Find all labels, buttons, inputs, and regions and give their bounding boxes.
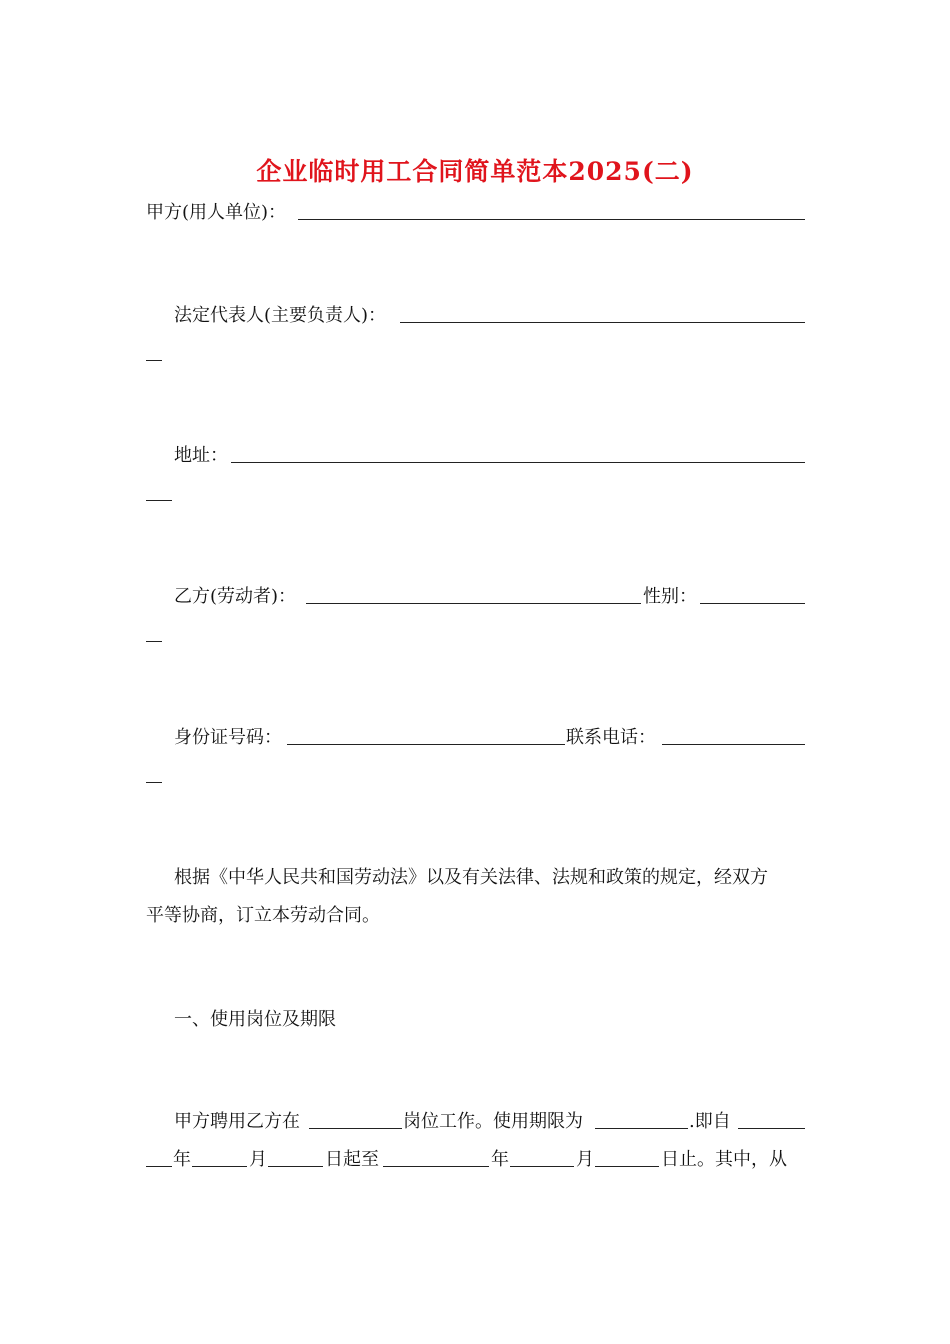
start-year-blank[interactable] — [738, 1110, 805, 1129]
address-blank[interactable] — [231, 444, 805, 463]
legal-rep-blank-cont — [146, 342, 162, 361]
end-year-blank[interactable] — [383, 1148, 489, 1167]
legal-rep-row — [174, 305, 386, 327]
address-label: 地址： — [174, 445, 228, 466]
clause-1-text-b: 岗位工作。使用期限为 — [403, 1111, 583, 1132]
end-month-blank[interactable] — [510, 1148, 574, 1167]
legal-rep-label: 法定代表人(主要负责人)： — [174, 305, 387, 326]
id-number-row — [174, 727, 282, 749]
clause-1-text-a: 甲方聘用乙方在 — [174, 1111, 300, 1132]
id-number-blank[interactable] — [287, 726, 565, 745]
start-year-label: 年 — [173, 1149, 191, 1170]
preamble-line-1: 根据《中华人民共和国劳动法》以及有关法律、法规和政策的规定，经双方 — [174, 867, 768, 888]
position-blank[interactable] — [309, 1110, 402, 1129]
section-1-heading: 一、使用岗位及期限 — [174, 1009, 336, 1030]
phone-blank[interactable] — [662, 726, 805, 745]
start-year-blank-cont — [146, 1148, 172, 1167]
term-blank[interactable] — [595, 1110, 688, 1129]
id-number-label: 身份证号码： — [174, 727, 282, 748]
gender-label: 性别： — [643, 586, 697, 607]
legal-rep-blank[interactable] — [400, 304, 805, 323]
end-year-label: 年 — [491, 1149, 509, 1170]
preamble-line-2: 平等协商，订立本劳动合同。 — [146, 905, 380, 926]
gender-blank-cont — [146, 623, 162, 642]
document-title: 企业临时用工合同简单范本2025(二) — [256, 157, 694, 186]
clause-1-text-end: 日止。其中，从 — [661, 1149, 787, 1170]
start-month-blank[interactable] — [192, 1148, 247, 1167]
phone-label: 联系电话： — [566, 727, 656, 748]
start-month-label: 月 — [249, 1149, 267, 1170]
start-day-blank[interactable] — [268, 1148, 323, 1167]
party-a-row — [146, 202, 286, 224]
party-b-label: 乙方(劳动者)： — [174, 586, 297, 607]
start-day-label: 日起至 — [325, 1149, 379, 1170]
clause-1-text-c: .即自 — [689, 1111, 731, 1132]
phone-row — [566, 727, 656, 749]
gender-row — [643, 586, 697, 608]
phone-blank-cont — [146, 764, 162, 783]
gender-blank[interactable] — [700, 585, 805, 604]
party-a-label: 甲方(用人单位)： — [146, 202, 287, 223]
address-row — [174, 445, 228, 467]
end-day-blank[interactable] — [595, 1148, 659, 1167]
party-b-blank[interactable] — [306, 585, 641, 604]
address-blank-cont — [146, 482, 172, 501]
end-month-label: 月 — [576, 1149, 594, 1170]
party-a-blank[interactable] — [298, 201, 805, 220]
party-b-row — [174, 586, 296, 608]
